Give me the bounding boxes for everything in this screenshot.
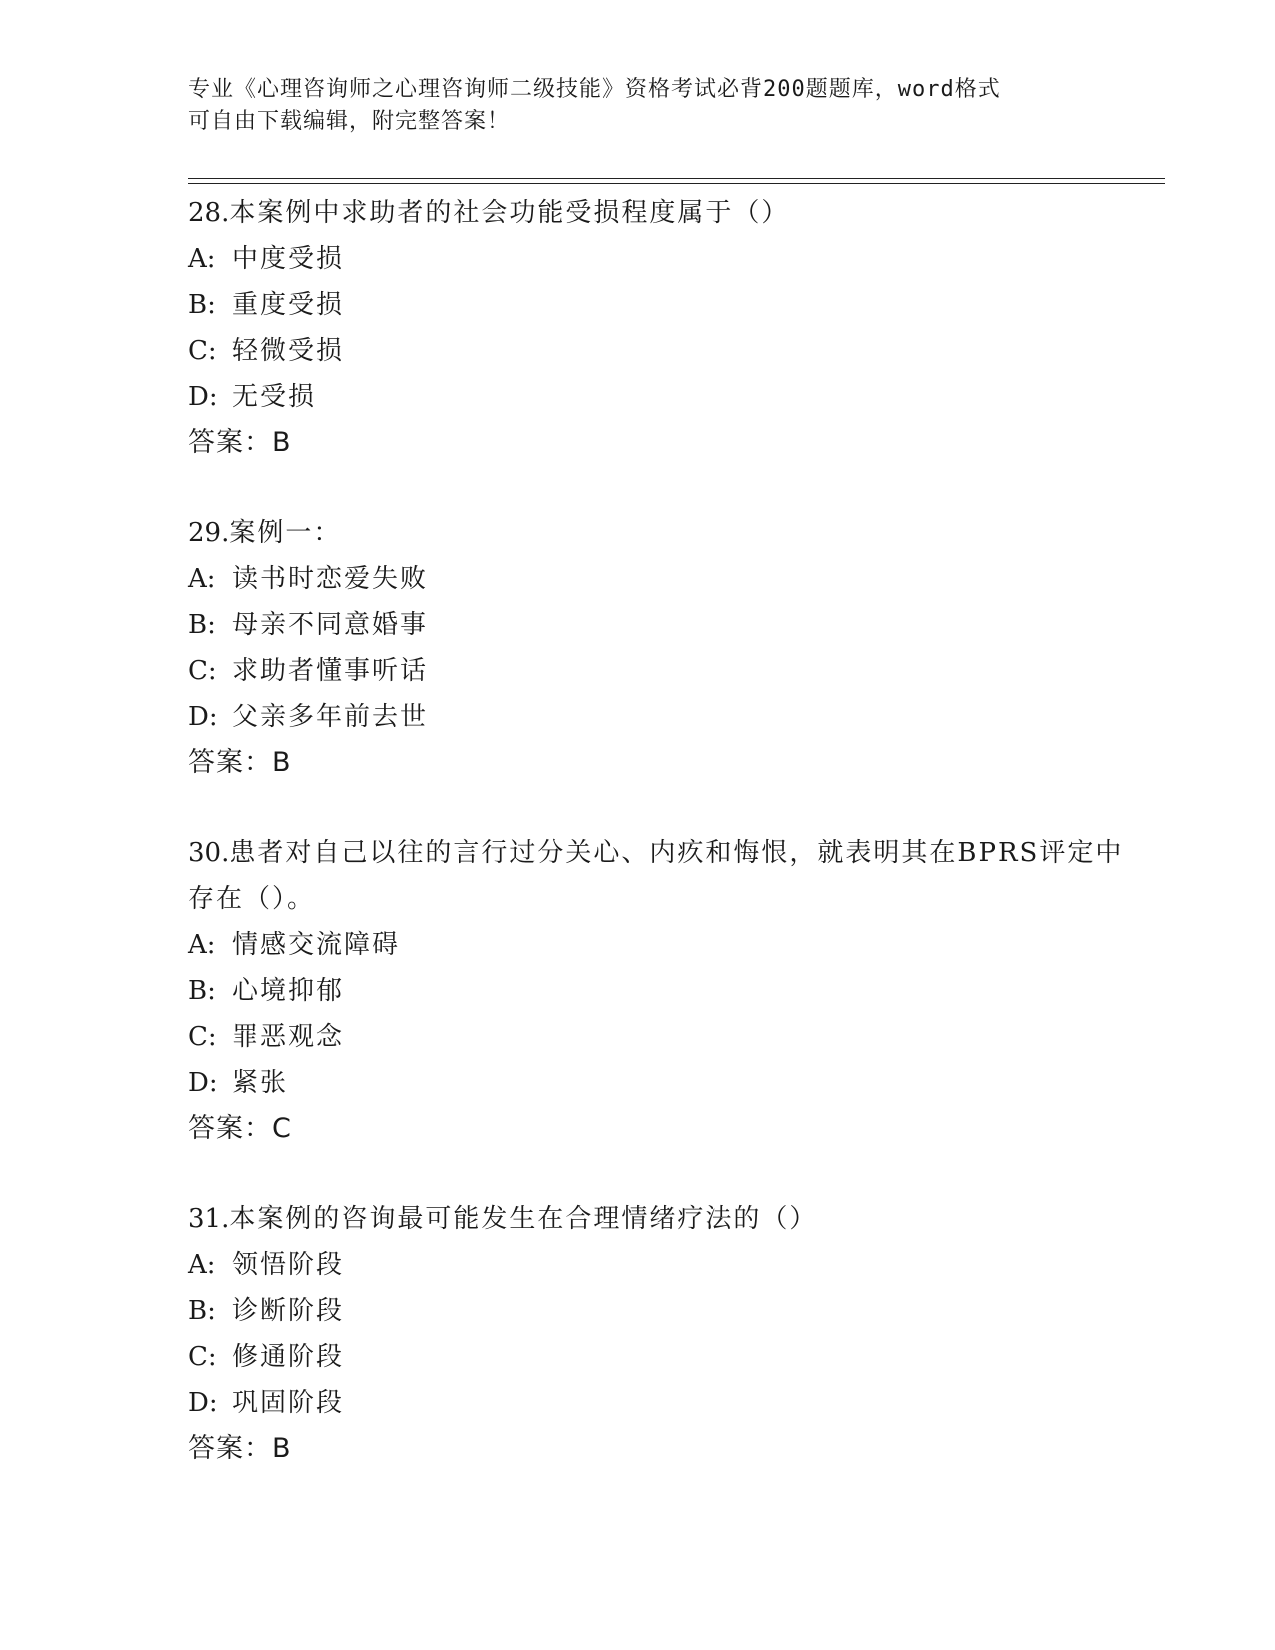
option-letter: C: bbox=[188, 1022, 217, 1052]
option-b bbox=[188, 282, 1148, 328]
option-d bbox=[188, 1060, 1148, 1106]
option-b bbox=[188, 1288, 1148, 1334]
option-c bbox=[188, 648, 1148, 694]
option-letter: C: bbox=[188, 1342, 217, 1372]
option-letter: A: bbox=[188, 564, 216, 594]
option-text: 罪恶观念 bbox=[232, 1022, 345, 1052]
option-b bbox=[188, 968, 1148, 1014]
question-text: 案例一： bbox=[229, 518, 342, 548]
header-line-1: 专业《心理咨询师之心理咨询师二级技能》资格考试必背200题题库，word格式 bbox=[188, 77, 1001, 102]
answer-label: 答案： bbox=[188, 1113, 272, 1144]
header-divider-bottom bbox=[188, 183, 1165, 184]
answer-value: C bbox=[272, 1113, 292, 1144]
answer-line bbox=[188, 740, 1148, 786]
option-a bbox=[188, 1242, 1148, 1288]
option-letter: A: bbox=[188, 930, 216, 960]
question-29 bbox=[188, 510, 1148, 786]
option-text: 父亲多年前去世 bbox=[232, 702, 429, 732]
option-text: 重度受损 bbox=[232, 290, 345, 320]
question-30 bbox=[188, 830, 1148, 1152]
option-letter: C: bbox=[188, 656, 217, 686]
question-stem bbox=[188, 830, 1148, 922]
question-list bbox=[188, 190, 1148, 1516]
answer-label: 答案： bbox=[188, 1433, 272, 1464]
document-header bbox=[188, 74, 1088, 138]
option-letter: B: bbox=[188, 610, 216, 640]
option-letter: C: bbox=[188, 336, 217, 366]
question-number: 30. bbox=[188, 838, 230, 868]
question-number: 29. bbox=[188, 518, 230, 548]
option-letter: B: bbox=[188, 290, 216, 320]
question-stem bbox=[188, 1196, 1148, 1242]
option-letter: B: bbox=[188, 1296, 216, 1326]
answer-label: 答案： bbox=[188, 427, 272, 458]
option-text: 求助者懂事听话 bbox=[232, 656, 429, 686]
answer-value: B bbox=[272, 427, 292, 458]
answer-label: 答案： bbox=[188, 747, 272, 778]
question-text: 本案例的咨询最可能发生在合理情绪疗法的（） bbox=[229, 1204, 818, 1234]
question-number: 28. bbox=[188, 198, 230, 228]
option-letter: B: bbox=[188, 976, 216, 1006]
option-letter: D: bbox=[188, 1068, 218, 1098]
option-text: 修通阶段 bbox=[232, 1342, 345, 1372]
option-text: 领悟阶段 bbox=[232, 1250, 345, 1280]
header-line-2: 可自由下载编辑，附完整答案！ bbox=[188, 109, 511, 134]
option-text: 诊断阶段 bbox=[232, 1296, 345, 1326]
option-a bbox=[188, 236, 1148, 282]
option-text: 无受损 bbox=[232, 382, 317, 412]
question-stem bbox=[188, 510, 1148, 556]
answer-value: B bbox=[272, 1433, 292, 1464]
option-text: 心境抑郁 bbox=[232, 976, 345, 1006]
option-text: 情感交流障碍 bbox=[232, 930, 401, 960]
option-text: 巩固阶段 bbox=[232, 1388, 345, 1418]
option-text: 中度受损 bbox=[232, 244, 345, 274]
option-a bbox=[188, 556, 1148, 602]
option-text: 紧张 bbox=[232, 1068, 289, 1098]
header-divider-top bbox=[188, 178, 1165, 179]
answer-line bbox=[188, 420, 1148, 466]
option-text: 读书时恋爱失败 bbox=[232, 564, 429, 594]
option-d bbox=[188, 694, 1148, 740]
question-text: 患者对自己以往的言行过分关心、内疚和悔恨，就表明其在BPRS评定中存在（）。 bbox=[188, 838, 1124, 914]
option-a bbox=[188, 922, 1148, 968]
answer-line bbox=[188, 1426, 1148, 1472]
option-c bbox=[188, 1334, 1148, 1380]
question-stem bbox=[188, 190, 1148, 236]
question-28 bbox=[188, 190, 1148, 466]
question-number: 31. bbox=[188, 1204, 230, 1234]
option-text: 轻微受损 bbox=[232, 336, 345, 366]
question-text: 本案例中求助者的社会功能受损程度属于（） bbox=[229, 198, 790, 228]
option-d bbox=[188, 1380, 1148, 1426]
option-letter: D: bbox=[188, 1388, 218, 1418]
option-text: 母亲不同意婚事 bbox=[232, 610, 429, 640]
option-letter: A: bbox=[188, 244, 216, 274]
option-b bbox=[188, 602, 1148, 648]
option-letter: D: bbox=[188, 702, 218, 732]
question-31 bbox=[188, 1196, 1148, 1472]
answer-value: B bbox=[272, 747, 292, 778]
option-letter: D: bbox=[188, 382, 218, 412]
option-d bbox=[188, 374, 1148, 420]
option-c bbox=[188, 1014, 1148, 1060]
answer-line bbox=[188, 1106, 1148, 1152]
option-c bbox=[188, 328, 1148, 374]
option-letter: A: bbox=[188, 1250, 216, 1280]
